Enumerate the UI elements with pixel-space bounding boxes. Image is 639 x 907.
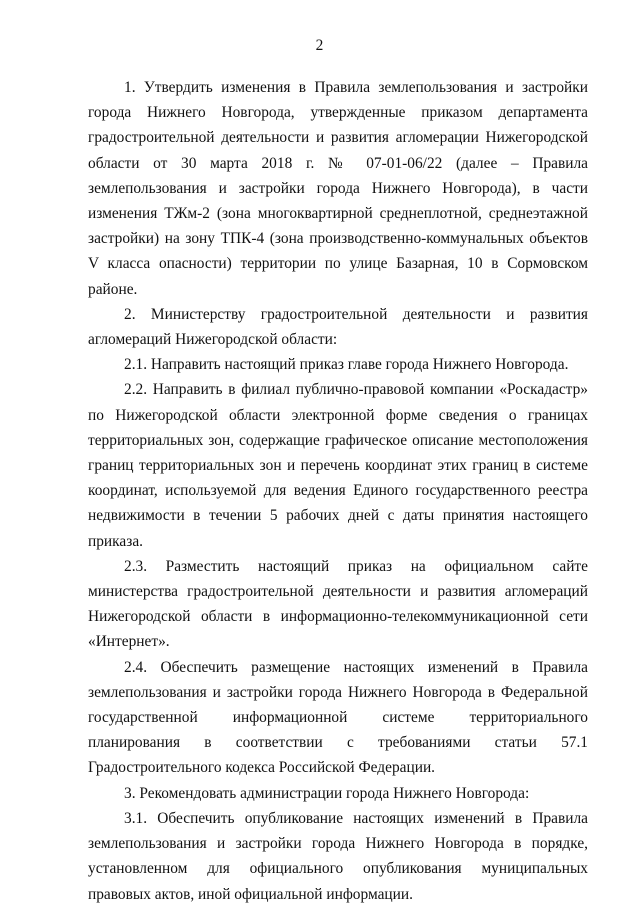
paragraph-2-ministry: 2. Министерству градостроительной деятельности и развития агломераций Нижегородской области: — [88, 305, 588, 349]
document-body — [88, 75, 588, 907]
paragraph-2-3-publish-online: 2.3. Разместить настоящий приказ на официальном сайте министерства градостроительной деятельности и развития агломераций Нижегородской области в информационно-телекоммуникационной сети «Интернет». — [88, 557, 588, 651]
paragraph-1-approve-changes: 1. Утвердить изменения в Правила землепользования и застройки города Нижнего Новгорода, утвержденные приказом департамента градостроительной деятельности и развития агломерации Нижегородской области от 30 марта 2018 г. № 07-01-06/22 (далее – Правила землепользования и застройки города Нижнего Новгорода), в части изменения ТЖм-2 (зона многоквартирной среднеплотной, среднеэтажной застройки) на зону ТПК-4 (зона производственно-коммунальных объектов V класса опасности) территории по улице Базарная, 10 в Сормовском районе. — [88, 79, 588, 298]
paragraph-2-2-send-to-roskadastr: 2.2. Направить в филиал публично-правовой компании «Роскадастр» по Нижегородской области электронной форме сведения о границах территориальных зон, содержащие графическое описание местоположения границ территориальных зон и перечень координат этих границ в системе координат, используемой для ведения Единого государственного реестра недвижимости в течении 5 рабочих дней с даты принятия настоящего приказа. — [88, 381, 588, 550]
paragraph-2-4-fgis-tp: 2.4. Обеспечить размещение настоящих изменений в Правила землепользования и застройки города Нижнего Новгорода в Федеральной государственной информационной системе территориального планирования в соответствии с требованиями статьи 57.1 Градостроительного кодекса Российской Федерации. — [88, 658, 588, 777]
page-number: 2 — [315, 37, 324, 54]
paragraph-3-recommend: 3. Рекомендовать администрации города Нижнего Новгорода: — [124, 784, 530, 802]
paragraph-3-1-official-publication: 3.1. Обеспечить опубликование настоящих изменений в Правила землепользования и застройки города Нижнего Новгорода в порядке, установленном для официального опубликования муниципальных правовых актов, иной официальной информации. — [88, 809, 588, 903]
paragraph-2-1-send-order: 2.1. Направить настоящий приказ главе города Нижнего Новгорода. — [124, 356, 569, 374]
